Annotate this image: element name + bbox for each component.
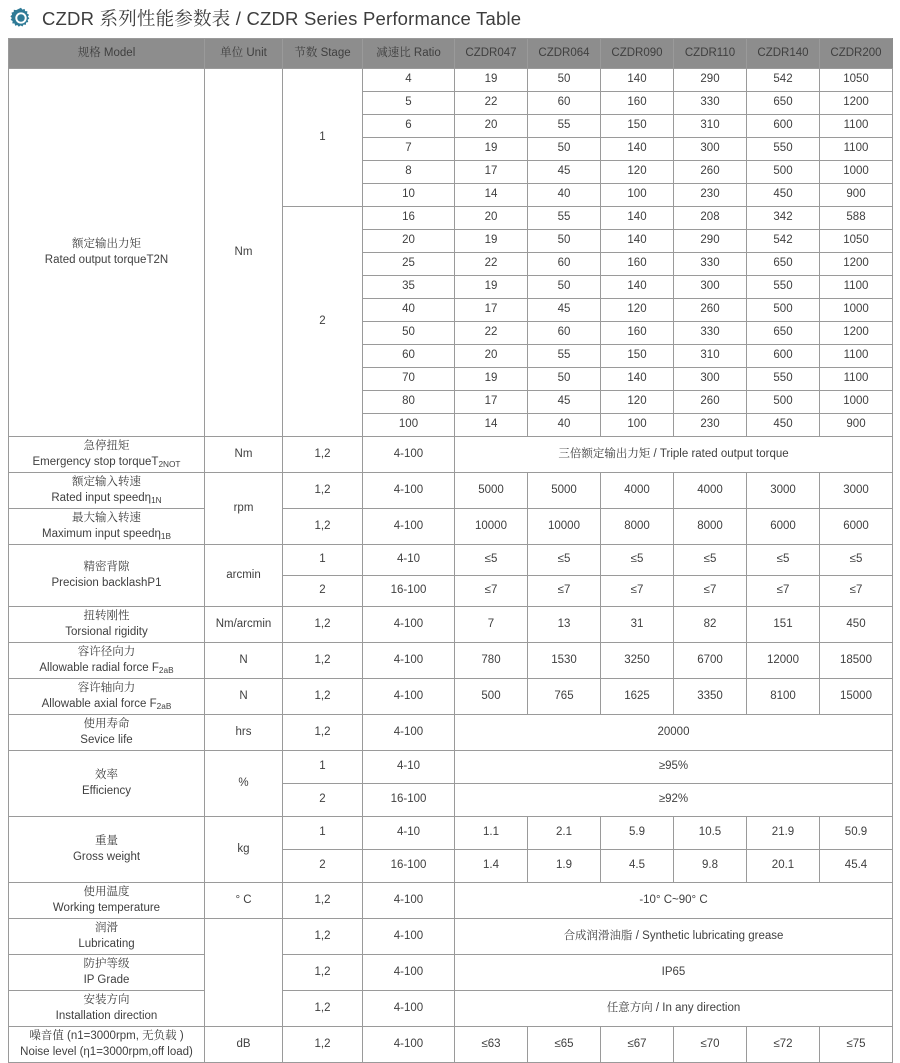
torque-value: 1100	[820, 368, 893, 391]
stage-gross-weight: 1	[283, 817, 363, 850]
ratio-value: 4	[363, 69, 455, 92]
torque-value: 1100	[820, 345, 893, 368]
backlash-value: ≤7	[601, 576, 674, 607]
row-label-efficiency: 效率 Efficiency	[9, 751, 205, 817]
torque-value: 900	[820, 414, 893, 437]
lubricating-merged-value: 合成润滑油脂 / Synthetic lubricating grease	[455, 919, 893, 955]
unit-precision-backlash: arcmin	[205, 545, 283, 607]
torque-value: 19	[455, 69, 528, 92]
allowable-axial-force-value: 1625	[601, 679, 674, 715]
installation-direction-merged-value: 任意方向 / In any direction	[455, 991, 893, 1027]
torque-value: 500	[747, 299, 820, 322]
torque-value: 600	[747, 345, 820, 368]
unit-input-speed: rpm	[205, 473, 283, 545]
torque-value: 1100	[820, 276, 893, 299]
torque-value: 330	[674, 322, 747, 345]
ratio-value: 6	[363, 115, 455, 138]
torque-value: 150	[601, 345, 674, 368]
ratio-installation-direction: 4-100	[363, 991, 455, 1027]
header-row	[9, 39, 893, 69]
rated-input-speed-value: 4000	[674, 473, 747, 509]
row-label-allowable-axial-force: 容许轴向力 Allowable axial force $F_{2aB}$	[9, 679, 205, 715]
torque-value: 14	[455, 184, 528, 207]
ratio-value: 25	[363, 253, 455, 276]
ratio-value: 50	[363, 322, 455, 345]
rated-input-speed-value: 3000	[747, 473, 820, 509]
stage-service-life: 1,2	[283, 715, 363, 751]
stage-emergency-stop: 1,2	[283, 437, 363, 473]
row-label-max-input-speed: 最大输入转速 Maximum input speedη$_{1B}$	[9, 509, 205, 545]
gross-weight-row	[9, 817, 893, 850]
torque-value: 650	[747, 92, 820, 115]
torsional-rigidity-value: 31	[601, 607, 674, 643]
torque-value: 650	[747, 253, 820, 276]
gross-weight-value: 50.9	[820, 817, 893, 850]
torque-value: 300	[674, 138, 747, 161]
torque-value: 300	[674, 368, 747, 391]
ratio-allowable-radial-force: 4-100	[363, 643, 455, 679]
backlash-value: ≤7	[820, 576, 893, 607]
allowable-axial-force-value: 500	[455, 679, 528, 715]
torque-value: 290	[674, 69, 747, 92]
row-label-allowable-radial-force: 容许径向力 Allowable radial force $F_{2aB}$	[9, 643, 205, 679]
torque-value: 1000	[820, 161, 893, 184]
allowable-axial-force-value: 3350	[674, 679, 747, 715]
backlash-value: ≤5	[674, 545, 747, 576]
torque-value: 310	[674, 345, 747, 368]
col-header-ratio: 减速比 Ratio	[363, 39, 455, 69]
allowable-radial-force-value: 1530	[528, 643, 601, 679]
max-input-speed-value: 10000	[455, 509, 528, 545]
noise-level-value: ≤75	[820, 1027, 893, 1063]
torque-value: 1200	[820, 322, 893, 345]
torque-value: 17	[455, 299, 528, 322]
ratio-lubricating: 4-100	[363, 919, 455, 955]
max-input-speed-value: 6000	[820, 509, 893, 545]
torque-value: 160	[601, 253, 674, 276]
allowable-radial-force-value: 3250	[601, 643, 674, 679]
efficiency-row	[9, 751, 893, 784]
torque-value: 140	[601, 276, 674, 299]
col-header-czdr064: CZDR064	[528, 39, 601, 69]
ratio-value: 16	[363, 207, 455, 230]
stage-efficiency: 1	[283, 751, 363, 784]
stage-noise-level: 1,2	[283, 1027, 363, 1063]
backlash-value: ≤7	[674, 576, 747, 607]
torque-value: 500	[747, 161, 820, 184]
torque-value: 19	[455, 230, 528, 253]
torque-value: 208	[674, 207, 747, 230]
unit-gross-weight: kg	[205, 817, 283, 883]
torque-value: 120	[601, 161, 674, 184]
row-label-torsional-rigidity: 扭转刚性 Torsional rigidity	[9, 607, 205, 643]
gross-weight-value: 45.4	[820, 850, 893, 883]
unit-efficiency: %	[205, 751, 283, 817]
torque-value: 230	[674, 414, 747, 437]
ratio-noise-level: 4-100	[363, 1027, 455, 1063]
torque-value: 20	[455, 207, 528, 230]
working-temperature-row	[9, 883, 893, 919]
ratio-max-input-speed: 4-100	[363, 509, 455, 545]
stage-gross-weight: 2	[283, 850, 363, 883]
ratio-value: 10	[363, 184, 455, 207]
torque-value: 1100	[820, 115, 893, 138]
allowable-radial-force-value: 6700	[674, 643, 747, 679]
torque-value: 150	[601, 115, 674, 138]
unit-allowable-axial-force: N	[205, 679, 283, 715]
stage-torsional-rigidity: 1,2	[283, 607, 363, 643]
torque-value: 50	[528, 230, 601, 253]
rated-input-speed-value: 4000	[601, 473, 674, 509]
torque-value: 550	[747, 138, 820, 161]
ratio-backlash: 4-10	[363, 545, 455, 576]
torque-value: 650	[747, 322, 820, 345]
torque-value: 160	[601, 322, 674, 345]
torque-value: 300	[674, 276, 747, 299]
row-label-installation-direction: 安装方向 Installation direction	[9, 991, 205, 1027]
torque-value: 1050	[820, 69, 893, 92]
unit-service-life: hrs	[205, 715, 283, 751]
row-label-gross-weight: 重量 Gross weight	[9, 817, 205, 883]
torque-value: 55	[528, 115, 601, 138]
col-header-czdr047: CZDR047	[455, 39, 528, 69]
allowable-axial-force-value: 8100	[747, 679, 820, 715]
torsional-rigidity-value: 7	[455, 607, 528, 643]
unit-working-temperature: ° C	[205, 883, 283, 919]
torque-value: 40	[528, 184, 601, 207]
ratio-value: 8	[363, 161, 455, 184]
torque-value: 140	[601, 138, 674, 161]
ratio-allowable-axial-force: 4-100	[363, 679, 455, 715]
ratio-efficiency: 4-10	[363, 751, 455, 784]
installation-direction-row	[9, 991, 893, 1027]
stage-backlash: 2	[283, 576, 363, 607]
torque-value: 1000	[820, 391, 893, 414]
stage-max-input-speed: 1,2	[283, 509, 363, 545]
torque-value: 600	[747, 115, 820, 138]
ratio-emergency-stop: 4-100	[363, 437, 455, 473]
backlash-value: ≤5	[528, 545, 601, 576]
row-label-ip-grade: 防护等级 IP Grade	[9, 955, 205, 991]
torque-value: 550	[747, 368, 820, 391]
stage-working-temperature: 1,2	[283, 883, 363, 919]
backlash-value: ≤7	[455, 576, 528, 607]
stage-ip-grade: 1,2	[283, 955, 363, 991]
performance-table	[8, 38, 893, 1063]
col-header-stage: 节数 Stage	[283, 39, 363, 69]
torsional-rigidity-row	[9, 607, 893, 643]
ratio-value: 7	[363, 138, 455, 161]
torque-value: 140	[601, 368, 674, 391]
torque-value: 310	[674, 115, 747, 138]
torque-value: 17	[455, 391, 528, 414]
rated-input-speed-value: 5000	[528, 473, 601, 509]
ratio-value: 100	[363, 414, 455, 437]
gross-weight-value: 9.8	[674, 850, 747, 883]
torque-value: 1200	[820, 92, 893, 115]
torque-value: 60	[528, 253, 601, 276]
torque-value: 120	[601, 391, 674, 414]
torque-value: 330	[674, 253, 747, 276]
row-label-rated-output-torque: 额定输出力矩 Rated output torqueT2N	[9, 69, 205, 437]
backlash-value: ≤5	[455, 545, 528, 576]
gross-weight-value: 1.9	[528, 850, 601, 883]
ratio-value: 70	[363, 368, 455, 391]
allowable-radial-force-value: 780	[455, 643, 528, 679]
ratio-torsional-rigidity: 4-100	[363, 607, 455, 643]
allowable-axial-force-value: 765	[528, 679, 601, 715]
torque-value: 450	[747, 184, 820, 207]
torque-value: 500	[747, 391, 820, 414]
gross-weight-value: 20.1	[747, 850, 820, 883]
stage-efficiency: 2	[283, 784, 363, 817]
table-body	[9, 69, 893, 1063]
gross-weight-value: 1.1	[455, 817, 528, 850]
unit-torsional-rigidity: Nm/arcmin	[205, 607, 283, 643]
torque-value: 50	[528, 368, 601, 391]
max-input-speed-value: 6000	[747, 509, 820, 545]
noise-level-value: ≤70	[674, 1027, 747, 1063]
ratio-service-life: 4-100	[363, 715, 455, 751]
stage-installation-direction: 1,2	[283, 991, 363, 1027]
gross-weight-value: 21.9	[747, 817, 820, 850]
unit-lubrication-group	[205, 919, 283, 1027]
emergency-stop-merged-value: 三倍额定输出力矩 / Triple rated output torque	[455, 437, 893, 473]
page-title-bar	[0, 0, 900, 38]
torque-value: 55	[528, 207, 601, 230]
col-header-czdr140: CZDR140	[747, 39, 820, 69]
rated-input-speed-row	[9, 473, 893, 509]
torque-value: 260	[674, 299, 747, 322]
ratio-value: 5	[363, 92, 455, 115]
torsional-rigidity-value: 13	[528, 607, 601, 643]
torque-value: 100	[601, 184, 674, 207]
torque-value: 20	[455, 115, 528, 138]
noise-level-value: ≤67	[601, 1027, 674, 1063]
torque-value: 550	[747, 276, 820, 299]
row-label-precision-backlash: 精密背隙 Precision backlashP1	[9, 545, 205, 607]
backlash-value: ≤5	[820, 545, 893, 576]
ratio-value: 40	[363, 299, 455, 322]
emergency-stop-row	[9, 437, 893, 473]
ratio-value: 20	[363, 230, 455, 253]
allowable-radial-force-value: 12000	[747, 643, 820, 679]
torque-value: 260	[674, 391, 747, 414]
row-label-emergency-stop-torque: 急停扭矩 Emergency stop torqueT$_{2NOT}$	[9, 437, 205, 473]
row-label-working-temperature: 使用温度 Working temperature	[9, 883, 205, 919]
unit-allowable-radial-force: N	[205, 643, 283, 679]
gear-icon	[10, 7, 32, 29]
ratio-rated-input-speed: 4-100	[363, 473, 455, 509]
torque-value: 1000	[820, 299, 893, 322]
torque-value: 60	[528, 92, 601, 115]
ratio-backlash: 16-100	[363, 576, 455, 607]
torque-value: 160	[601, 92, 674, 115]
torque-value: 55	[528, 345, 601, 368]
noise-level-value: ≤72	[747, 1027, 820, 1063]
torque-value: 22	[455, 322, 528, 345]
torque-value: 140	[601, 207, 674, 230]
torque-value: 290	[674, 230, 747, 253]
torque-value: 140	[601, 230, 674, 253]
torsional-rigidity-value: 82	[674, 607, 747, 643]
stage-2: 2	[283, 207, 363, 437]
ratio-value: 60	[363, 345, 455, 368]
lubricating-row	[9, 919, 893, 955]
backlash-value: ≤7	[747, 576, 820, 607]
torque-value: 900	[820, 184, 893, 207]
allowable-axial-force-value: 15000	[820, 679, 893, 715]
working-temperature-merged-value: -10° C~90° C	[455, 883, 893, 919]
stage-rated-input-speed: 1,2	[283, 473, 363, 509]
torque-value: 588	[820, 207, 893, 230]
backlash-value: ≤7	[528, 576, 601, 607]
torque-value: 1100	[820, 138, 893, 161]
noise-level-value: ≤63	[455, 1027, 528, 1063]
torque-value: 100	[601, 414, 674, 437]
torque-value: 542	[747, 69, 820, 92]
torque-value: 14	[455, 414, 528, 437]
torque-value: 542	[747, 230, 820, 253]
ip-grade-row	[9, 955, 893, 991]
row-label-service-life: 使用寿命 Sevice life	[9, 715, 205, 751]
torque-value: 45	[528, 161, 601, 184]
torque-value: 260	[674, 161, 747, 184]
noise-level-row	[9, 1027, 893, 1063]
stage-allowable-axial-force: 1,2	[283, 679, 363, 715]
max-input-speed-row	[9, 509, 893, 545]
unit-noise-level: dB	[205, 1027, 283, 1063]
ip-grade-merged-value: IP65	[455, 955, 893, 991]
col-header-czdr090: CZDR090	[601, 39, 674, 69]
max-input-speed-value: 10000	[528, 509, 601, 545]
gross-weight-value: 5.9	[601, 817, 674, 850]
ratio-gross-weight: 16-100	[363, 850, 455, 883]
backlash-row	[9, 545, 893, 576]
torque-value: 50	[528, 69, 601, 92]
max-input-speed-value: 8000	[601, 509, 674, 545]
torque-value: 22	[455, 92, 528, 115]
ratio-value: 35	[363, 276, 455, 299]
torque-value: 19	[455, 276, 528, 299]
torsional-rigidity-value: 450	[820, 607, 893, 643]
torque-value: 22	[455, 253, 528, 276]
gross-weight-value: 10.5	[674, 817, 747, 850]
torque-value: 120	[601, 299, 674, 322]
max-input-speed-value: 8000	[674, 509, 747, 545]
allowable-radial-force-row	[9, 643, 893, 679]
torque-value: 140	[601, 69, 674, 92]
row-label-noise-level: 噪音值 (n1=3000rpm, 无负载 ) Noise level (η1=3000rpm,off load)	[9, 1027, 205, 1063]
torque-value: 60	[528, 322, 601, 345]
torque-value: 450	[747, 414, 820, 437]
table-header	[9, 39, 893, 69]
service-life-merged-value: 20000	[455, 715, 893, 751]
service-life-row	[9, 715, 893, 751]
backlash-value: ≤5	[601, 545, 674, 576]
torque-value: 50	[528, 138, 601, 161]
torque-value: 20	[455, 345, 528, 368]
torque-value: 17	[455, 161, 528, 184]
page-title: CZDR 系列性能参数表 / CZDR Series Performance Table	[42, 8, 522, 29]
ratio-value: 80	[363, 391, 455, 414]
backlash-value: ≤5	[747, 545, 820, 576]
torque-value: 19	[455, 138, 528, 161]
torque-value: 50	[528, 276, 601, 299]
gross-weight-value: 2.1	[528, 817, 601, 850]
ratio-ip-grade: 4-100	[363, 955, 455, 991]
stage-lubricating: 1,2	[283, 919, 363, 955]
stage-backlash: 1	[283, 545, 363, 576]
torque-value: 40	[528, 414, 601, 437]
col-header-model: 规格 Model	[9, 39, 205, 69]
torque-value: 45	[528, 299, 601, 322]
gross-weight-value: 4.5	[601, 850, 674, 883]
allowable-axial-force-row	[9, 679, 893, 715]
rated-input-speed-value: 5000	[455, 473, 528, 509]
ratio-efficiency: 16-100	[363, 784, 455, 817]
unit-emergency-stop: Nm	[205, 437, 283, 473]
torque-value: 230	[674, 184, 747, 207]
efficiency-merged-value: ≥95%	[455, 751, 893, 784]
allowable-radial-force-value: 18500	[820, 643, 893, 679]
torque-row	[9, 69, 893, 92]
col-header-czdr200: CZDR200	[820, 39, 893, 69]
gross-weight-value: 1.4	[455, 850, 528, 883]
stage-allowable-radial-force: 1,2	[283, 643, 363, 679]
row-label-rated-input-speed: 额定输入转速 Rated input speedη$_{1N}$	[9, 473, 205, 509]
efficiency-merged-value: ≥92%	[455, 784, 893, 817]
torque-value: 342	[747, 207, 820, 230]
stage-1: 1	[283, 69, 363, 207]
col-header-unit: 单位 Unit	[205, 39, 283, 69]
row-label-lubricating: 润滑 Lubricating	[9, 919, 205, 955]
col-header-czdr110: CZDR110	[674, 39, 747, 69]
ratio-gross-weight: 4-10	[363, 817, 455, 850]
torque-value: 1200	[820, 253, 893, 276]
torque-value: 45	[528, 391, 601, 414]
rated-input-speed-value: 3000	[820, 473, 893, 509]
torque-value: 19	[455, 368, 528, 391]
torque-value: 1050	[820, 230, 893, 253]
torsional-rigidity-value: 151	[747, 607, 820, 643]
ratio-working-temperature: 4-100	[363, 883, 455, 919]
torque-value: 330	[674, 92, 747, 115]
unit-rated-output-torque: Nm	[205, 69, 283, 437]
noise-level-value: ≤65	[528, 1027, 601, 1063]
